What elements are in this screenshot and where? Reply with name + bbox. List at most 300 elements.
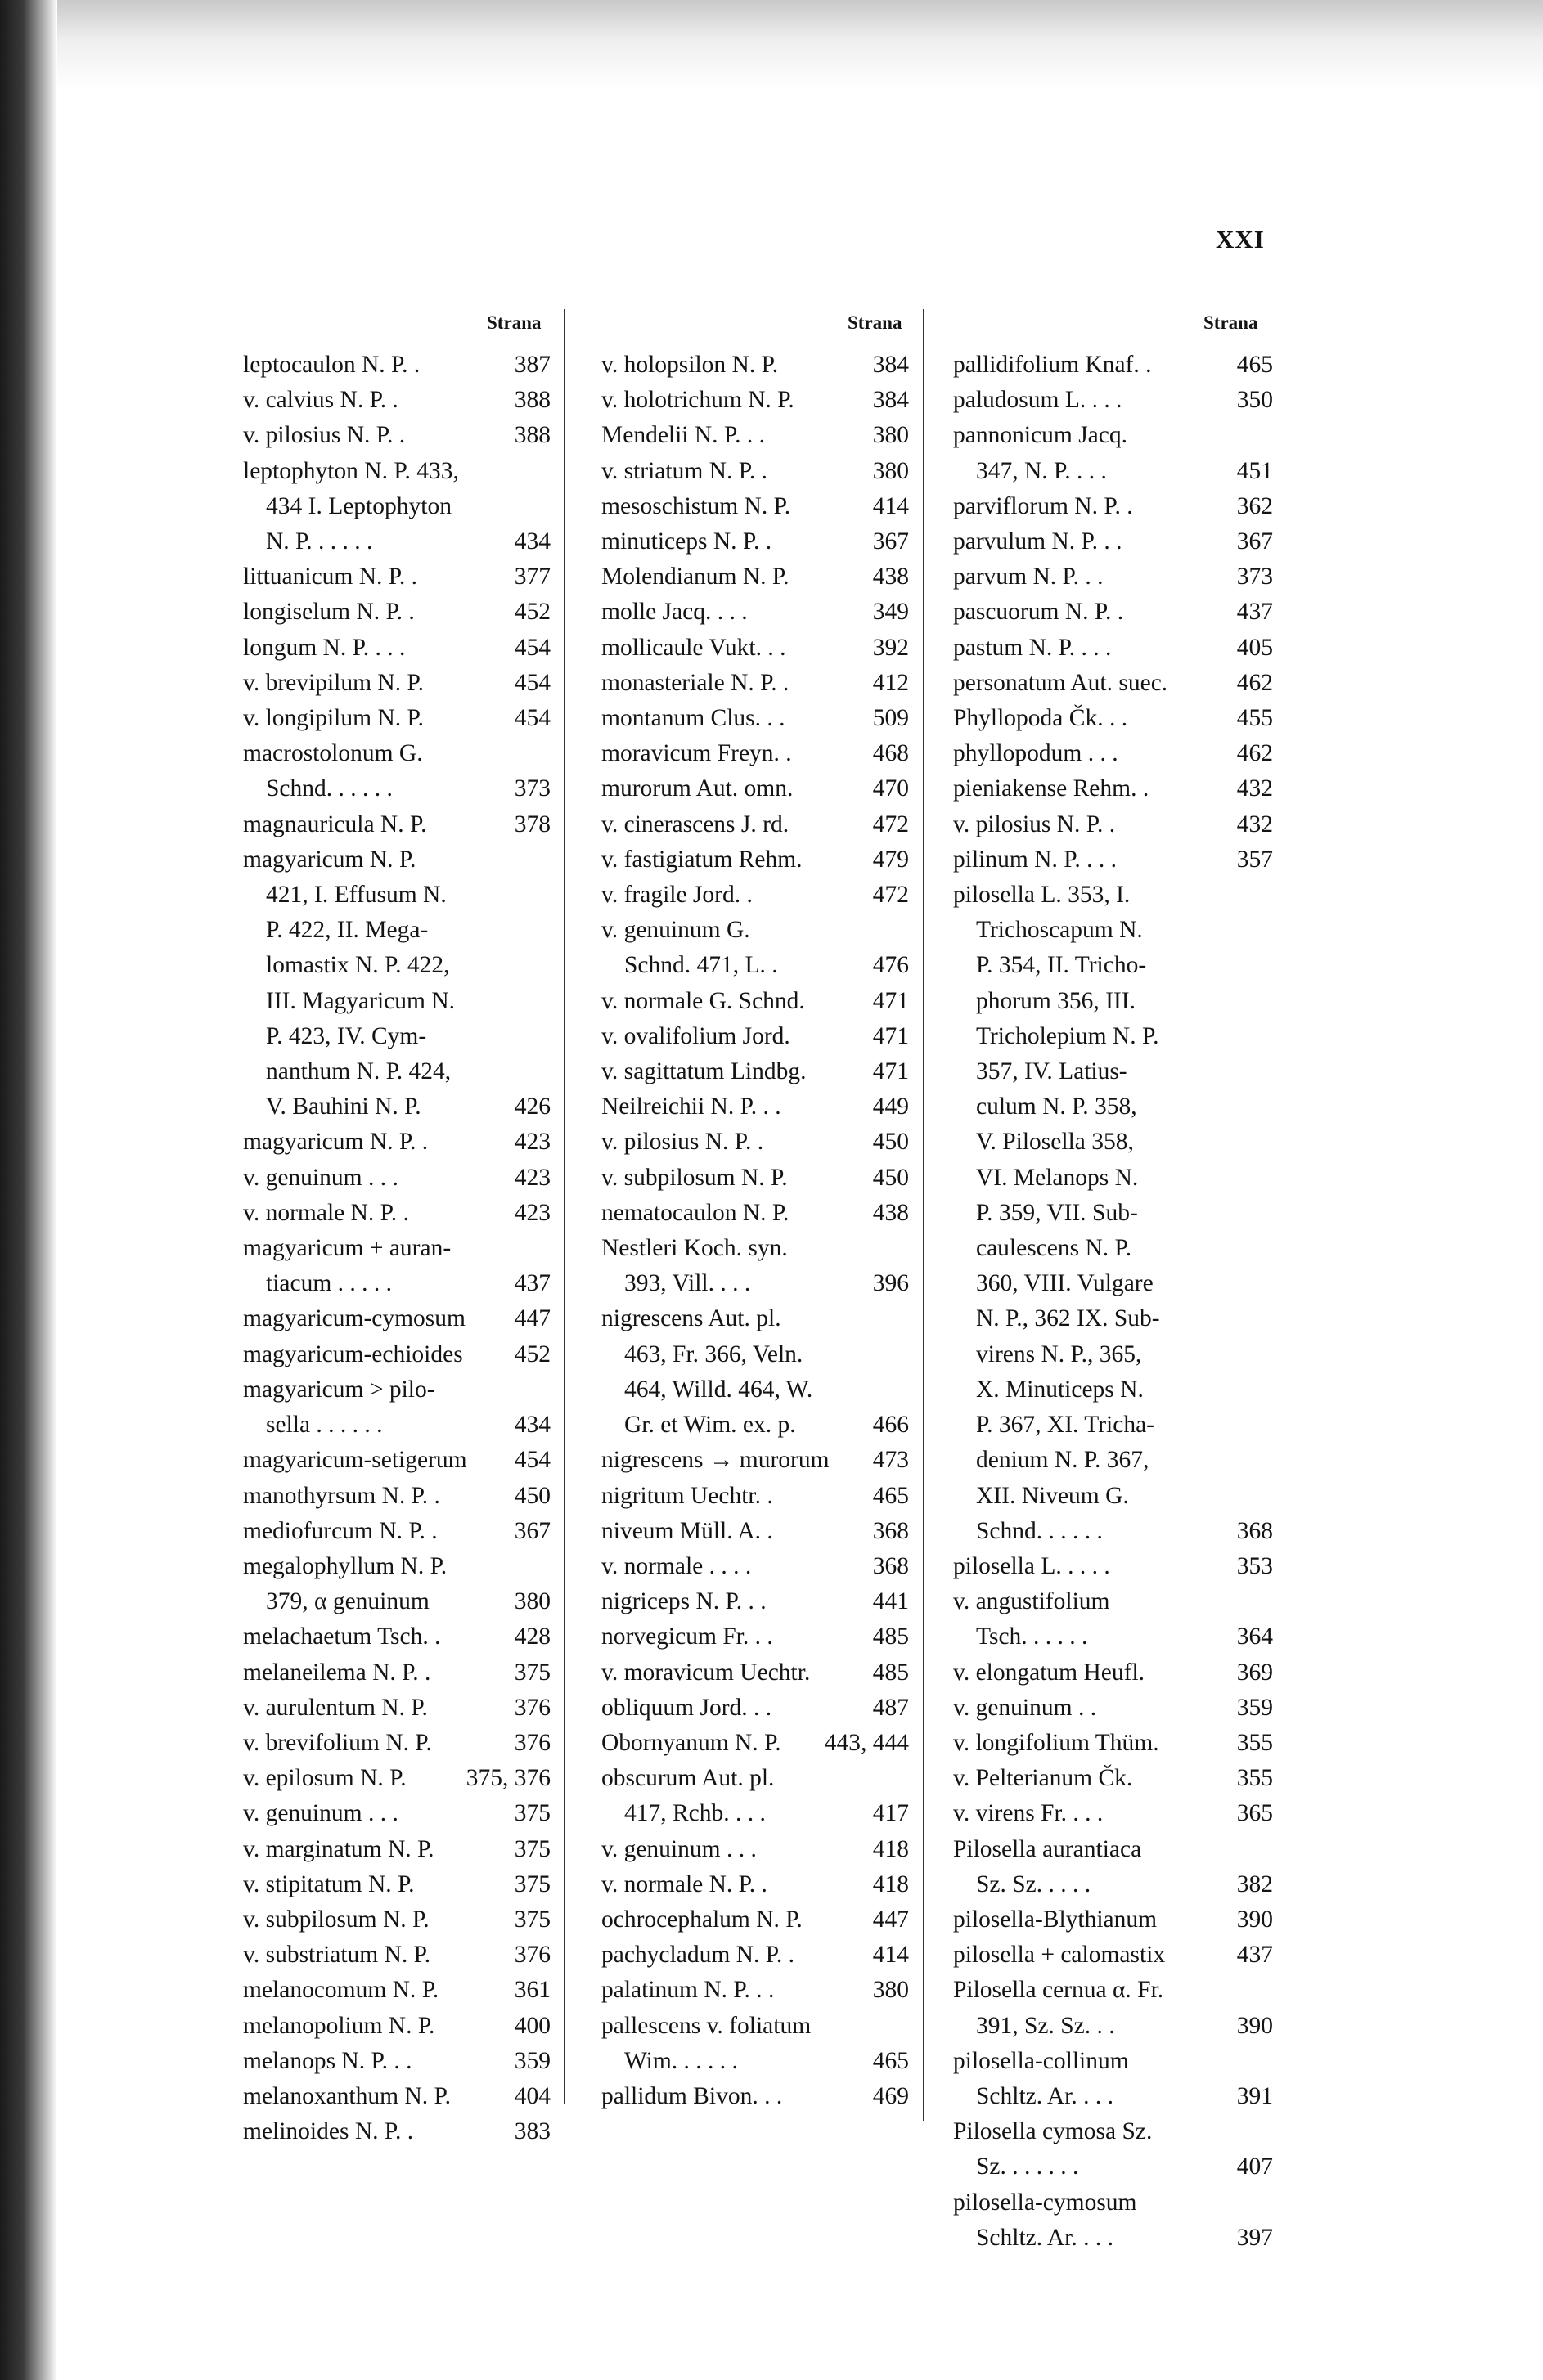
entry-term: nigrescens → murorum [601,1447,830,1474]
entry-term: pieniakense Rehm. . [953,775,1149,802]
index-entry-line [953,1938,1273,1973]
index-column-3 [953,348,1273,2256]
index-entry-line [953,1691,1273,1726]
entry-term: Pilosella aurantiaca [953,1835,1142,1862]
index-entry-line [601,1089,909,1125]
entry-continuation: Gr. et Wim. ex. p. [624,1412,796,1439]
index-entry-line [953,2079,1273,2114]
entry-term: v. fastigiatum Rehm. [601,846,803,873]
entry-page-number: 479 [872,846,909,873]
entry-continuation: tiacum . . . . . [266,1270,393,1297]
entry-continuation: sella . . . . . . [266,1412,383,1439]
entry-continuation: caulescens N. P. [976,1235,1132,1262]
entry-page-number: 368 [872,1552,909,1579]
entry-term: pilosella + calomastix [953,1942,1166,1969]
binding-edge-shadow [0,0,57,2380]
entry-page-number: 367 [872,528,909,555]
entry-term: v. holotrichum N. P. [601,387,794,414]
index-entry-line [953,878,1273,913]
entry-page-number: 437 [1236,1942,1273,1969]
index-entry-line [601,489,909,524]
index-entry-line [953,1054,1273,1089]
entry-page-number: 485 [872,1659,909,1686]
entry-term: melachaetum Tsch. . [243,1623,441,1650]
entry-page-number: 376 [514,1729,551,1756]
entry-term: personatum Aut. suec. [953,669,1168,696]
entry-page-number: 465 [872,2047,909,2074]
entry-term: pilosella-collinum [953,2047,1129,2074]
entry-continuation: III. Magyaricum N. [266,987,456,1014]
entry-term: Pilosella cymosa Sz. [953,2118,1153,2145]
entry-page-number: 462 [1236,669,1273,696]
entry-term: macrostolonum G. [243,740,423,767]
index-entry-line [601,1832,909,1867]
entry-continuation: Schnd. . . . . . [976,1517,1103,1544]
entry-page-number: 390 [1236,1906,1273,1933]
entry-page-number: 407 [1236,2153,1273,2180]
index-entry-line [953,631,1273,666]
entry-term: v. genuinum . . [953,1694,1097,1721]
entry-term: v. subpilosum N. P. [601,1164,788,1191]
index-entry-line [601,1337,909,1372]
column-header-3: Strana [1203,312,1258,333]
entry-term: pallidum Bivon. . . [601,2082,783,2109]
entry-term: v. sagittatum Lindbg. [601,1058,807,1085]
index-entry-line [243,524,551,559]
entry-page-number: 487 [872,1694,909,1721]
entry-term: norvegicum Fr. . . [601,1623,773,1650]
index-entry-line [243,2044,551,2079]
entry-term: v. epilosum N. P. [243,1765,407,1792]
entry-term: niveum Müll. A. . [601,1517,773,1544]
entry-term: nigriceps N. P. . . [601,1588,767,1615]
entry-page-number: 376 [514,1942,551,1969]
index-entry-line [953,984,1273,1019]
entry-term: pachycladum N. P. . [601,1942,794,1969]
column-header-2: Strana [848,312,902,333]
entry-page-number: 476 [872,952,909,979]
entry-continuation: V. Bauhini N. P. [266,1093,421,1120]
entry-page-number: 485 [872,1623,909,1650]
index-entry-line [953,666,1273,701]
entry-continuation: virens N. P., 365, [976,1340,1142,1367]
entry-continuation: Sz. Sz. . . . . [976,1870,1091,1897]
index-entry-line [601,1796,909,1831]
entry-page-number: 469 [872,2082,909,2109]
entry-continuation: P. 354, II. Tricho- [976,952,1147,979]
index-entry-line [601,1408,909,1443]
entry-term: melanoxanthum N. P. [243,2082,452,2109]
entry-term: v. striatum N. P. . [601,457,767,484]
index-entry-line [953,1089,1273,1125]
column-rule-1 [564,309,565,2104]
entry-continuation: X. Minuticeps N. [976,1376,1144,1403]
index-entry-line [601,1902,909,1938]
entry-term: v. longifolium Thüm. [953,1729,1159,1756]
entry-page-number: 412 [872,669,909,696]
entry-page-number: 380 [872,422,909,449]
entry-term: v. genuinum . . . [601,1835,757,1862]
index-entry-line [243,631,551,666]
index-entry-line [243,736,551,771]
entry-page-number: 390 [1236,2012,1273,2039]
entry-page-number: 437 [1236,599,1273,626]
entry-term: v. Pelterianum Čk. [953,1765,1133,1792]
entry-continuation: Tricholepium N. P. [976,1022,1159,1049]
entry-page-number: 404 [514,2082,551,2109]
entry-term: v. genuinum G. [601,917,750,944]
entry-page-number: 438 [872,1199,909,1226]
index-entry-line [953,559,1273,595]
entry-page-number: 423 [514,1164,551,1191]
entry-term: pascuorum N. P. . [953,599,1124,626]
index-entry-line [953,1726,1273,1761]
entry-term: paludosum L. . . . [953,387,1122,414]
entry-continuation: lomastix N. P. 422, [266,952,450,979]
entry-term: v. longipilum N. P. [243,705,425,732]
index-entry-line [243,948,551,983]
index-entry-line [243,1761,551,1796]
index-entry-line [243,1938,551,1973]
index-entry-line [601,2009,909,2044]
entry-page-number: 450 [872,1129,909,1156]
index-entry-line [601,1054,909,1089]
entry-page-number: 443, 444 [824,1729,909,1756]
entry-page-number: 471 [872,1022,909,1049]
entry-page-number: 471 [872,987,909,1014]
index-entry-line [953,1125,1273,1160]
index-entry-line [601,666,909,701]
entry-page-number: 383 [514,2118,551,2145]
entry-page-number: 418 [872,1870,909,1897]
entry-term: obscurum Aut. pl. [601,1765,775,1792]
index-entry-line [243,1655,551,1691]
entry-term: pastum N. P. . . . [953,634,1112,661]
index-entry-line [601,418,909,453]
entry-page-number: 380 [872,1977,909,2004]
index-entry-line [953,1549,1273,1584]
entry-page-number: 368 [1236,1517,1273,1544]
index-entry-line [243,1514,551,1549]
index-entry-line [601,1655,909,1691]
entry-term: Obornyanum N. P. [601,1729,781,1756]
entry-term: magyaricum N. P. [243,846,416,873]
index-entry-line [953,701,1273,736]
index-entry-line [243,842,551,878]
index-entry-line [243,807,551,842]
index-entry-line [953,454,1273,489]
index-entry-line [601,1584,909,1619]
entry-term: ochrocephalum N. P. [601,1906,803,1933]
entry-continuation: 463, Fr. 366, Veln. [624,1340,803,1367]
entry-term: v. ovalifolium Jord. [601,1022,790,1049]
entry-page-number: 465 [872,1482,909,1509]
entry-page-number: 376 [514,1694,551,1721]
index-entry-line [601,1619,909,1655]
entry-term: leptophyton N. P. 433, [243,457,459,484]
index-entry-line [243,489,551,524]
entry-page-number: 375 [514,1870,551,1897]
entry-continuation: Schnd. . . . . . [266,775,393,802]
index-entry-line [601,631,909,666]
index-entry-line [601,1019,909,1054]
index-entry-line [243,1266,551,1301]
entry-page-number: 355 [1236,1765,1273,1792]
index-entry-line [243,1619,551,1655]
entry-term: Phyllopoda Čk. . . [953,705,1128,732]
entry-term: moravicum Freyn. . [601,740,792,767]
index-entry-line [243,383,551,418]
entry-page-number: 375 [514,1906,551,1933]
index-entry-line [953,2114,1273,2149]
entry-term: v. normale N. P. . [601,1870,767,1897]
index-entry-line [601,1301,909,1336]
index-entry-line [953,771,1273,806]
entry-term: pilosella-Blythianum [953,1906,1158,1933]
index-entry-line [601,454,909,489]
index-entry-line [243,1337,551,1372]
index-entry-line [953,1655,1273,1691]
entry-term: mediofurcum N. P. . [243,1517,438,1544]
entry-page-number: 462 [1236,740,1273,767]
entry-term: v. moravicum Uechtr. [601,1659,811,1686]
entry-page-number: 454 [514,634,551,661]
entry-term: nigrescens Aut. pl. [601,1305,781,1332]
index-entry-line [601,1867,909,1902]
index-entry-line [601,701,909,736]
index-entry-line [953,1867,1273,1902]
index-entry-line [953,1514,1273,1549]
index-entry-line [953,1196,1273,1231]
entry-term: v. brevipilum N. P. [243,669,424,696]
entry-page-number: 451 [1236,457,1273,484]
entry-continuation: phorum 356, III. [976,987,1136,1014]
index-entry-line [243,1019,551,1054]
entry-page-number: 378 [514,811,551,837]
index-entry-line [243,1902,551,1938]
entry-page-number: 388 [514,422,551,449]
entry-continuation: nanthum N. P. 424, [266,1058,452,1085]
entry-page-number: 470 [872,775,909,802]
entry-term: v. calvius N. P. . [243,387,398,414]
index-entry-line [243,984,551,1019]
index-entry-line [243,2079,551,2114]
entry-page-number: 466 [872,1412,909,1439]
index-entry-line [601,842,909,878]
index-entry-line [243,1796,551,1831]
entry-page-number: 417 [872,1800,909,1827]
column-rule-2 [923,309,924,2121]
entry-term: v. angustifolium [953,1588,1110,1615]
index-entry-line [243,666,551,701]
entry-term: melanops N. P. . . [243,2047,412,2074]
entry-page-number: 368 [872,1517,909,1544]
entry-term: pilinum N. P. . . . [953,846,1117,873]
index-entry-line [243,771,551,806]
index-entry-line [601,1691,909,1726]
entry-term: molle Jacq. . . . [601,599,748,626]
entry-term: pannonicum Jacq. [953,422,1127,449]
entry-page-number: 472 [872,882,909,909]
index-entry-line [953,1761,1273,1796]
index-entry-line [243,1161,551,1196]
page-number: XXI [1216,225,1265,254]
entry-term: v. normale G. Schnd. [601,987,805,1014]
entry-page-number: 434 [514,1412,551,1439]
index-entry-line [953,1443,1273,1478]
entry-term: nematocaulon N. P. [601,1199,789,1226]
entry-continuation: Trichoscapum N. [976,917,1143,944]
entry-term: pallidifolium Knaf. . [953,352,1152,378]
entry-term: longum N. P. . . . [243,634,406,661]
index-entry-line [953,1372,1273,1408]
entry-term: v. marginatum N. P. [243,1835,434,1862]
index-entry-line [953,948,1273,983]
index-entry-line [953,1832,1273,1867]
index-entry-line [601,1125,909,1160]
index-entry-line [243,1691,551,1726]
entry-term: v. pilosius N. P. . [953,811,1116,837]
entry-page-number: 355 [1236,1729,1273,1756]
entry-page-number: 447 [514,1305,551,1332]
entry-term: Neilreichii N. P. . . [601,1093,781,1120]
entry-page-number: 388 [514,387,551,414]
index-column-1 [243,348,551,2149]
index-entry-line [601,878,909,913]
entry-term: longiselum N. P. . [243,599,415,626]
index-entry-line [601,771,909,806]
entry-continuation: culum N. P. 358, [976,1093,1137,1120]
entry-term: Molendianum N. P. [601,564,789,591]
index-entry-line [243,1125,551,1160]
entry-page-number: 450 [514,1482,551,1509]
entry-term: v. fragile Jord. . [601,882,753,909]
entry-page-number: 450 [872,1164,909,1191]
entry-continuation: Wim. . . . . . [624,2047,738,2074]
scan-top-shadow [57,0,1543,90]
entry-page-number: 432 [1236,775,1273,802]
index-entry-line [601,736,909,771]
entry-term: murorum Aut. omn. [601,775,794,802]
index-entry-line [953,1619,1273,1655]
index-entry-line [601,1196,909,1231]
entry-term: parvulum N. P. . . [953,528,1122,555]
index-entry-line [953,1301,1273,1336]
entry-term: v. normale . . . . [601,1552,752,1579]
entry-page-number: 423 [514,1199,551,1226]
entry-term: monasteriale N. P. . [601,669,789,696]
entry-term: phyllopodum . . . [953,740,1118,767]
entry-continuation: 360, VIII. Vulgare [976,1270,1154,1297]
index-entry-line [953,489,1273,524]
entry-term: littuanicum N. P. . [243,564,418,591]
index-entry-line [243,1054,551,1089]
index-entry-line [953,348,1273,383]
entry-term: v. subpilosum N. P. [243,1906,430,1933]
index-entry-line [243,1973,551,2008]
index-entry-line [953,2009,1273,2044]
index-entry-line [243,1231,551,1266]
entry-page-number: 380 [872,457,909,484]
index-entry-line [601,1973,909,2008]
index-entry-line [243,1196,551,1231]
entry-continuation: denium N. P. 367, [976,1447,1149,1474]
entry-page-number: 375 [514,1800,551,1827]
entry-page-number: 473 [872,1447,909,1474]
index-entry-line [601,383,909,418]
index-entry-line [243,559,551,595]
entry-term: v. stipitatum N. P. [243,1870,415,1897]
index-entry-line [953,842,1273,878]
entry-continuation: P. 367, XI. Tricha- [976,1412,1154,1439]
entry-continuation: 357, IV. Latius- [976,1058,1127,1085]
entry-page-number: 434 [514,528,551,555]
entry-page-number: 405 [1236,634,1273,661]
entry-continuation: 347, N. P. . . . [976,457,1107,484]
entry-page-number: 367 [1236,528,1273,555]
entry-page-number: 447 [872,1906,909,1933]
entry-continuation: Sz. . . . . . . [976,2153,1079,2180]
entry-continuation: VI. Melanops N. [976,1164,1139,1191]
entry-page-number: 384 [872,387,909,414]
index-entry-line [953,1902,1273,1938]
entry-page-number: 418 [872,1835,909,1862]
entry-continuation: 393, Vill. . . . [624,1270,751,1297]
entry-term: minuticeps N. P. . [601,528,772,555]
entry-page-number: 392 [872,634,909,661]
entry-page-number: 449 [872,1093,909,1120]
entry-page-number: 369 [1236,1659,1273,1686]
index-entry-line [243,701,551,736]
entry-continuation: 391, Sz. Sz. . . [976,2012,1115,2039]
entry-continuation: Schnd. 471, L. . [624,952,778,979]
entry-term: v. brevifolium N. P. [243,1729,432,1756]
entry-page-number: 353 [1236,1552,1273,1579]
entry-page-number: 357 [1236,846,1273,873]
index-entry-line [243,1443,551,1478]
index-entry-line [243,1479,551,1514]
entry-term: melaneilema N. P. . [243,1659,431,1686]
index-entry-line [601,948,909,983]
entry-term: mollicaule Vukt. . . [601,634,786,661]
entry-term: pilosella L. . . . . [953,1552,1110,1579]
entry-page-number: 373 [514,775,551,802]
index-entry-line [953,913,1273,948]
entry-continuation: 434 I. Leptophyton [266,492,452,519]
entry-continuation: XII. Niveum G. [976,1482,1129,1509]
index-entry-line [953,2044,1273,2079]
entry-page-number: 438 [872,564,909,591]
entry-term: melinoides N. P. . [243,2118,414,2145]
index-entry-line [953,2185,1273,2221]
index-entry-line [953,1337,1273,1372]
entry-term: pilosella-cymosum [953,2189,1137,2216]
entry-page-number: 391 [1236,2082,1273,2109]
index-entry-line [953,1161,1273,1196]
entry-page-number: 396 [872,1270,909,1297]
index-entry-line [243,595,551,630]
entry-continuation: Tsch. . . . . . [976,1623,1088,1650]
entry-term: pallescens v. foliatum [601,2012,812,2039]
entry-page-number: 472 [872,811,909,837]
entry-continuation: 421, I. Effusum N. [266,882,447,909]
entry-page-number: 387 [514,352,551,378]
entry-page-number: 426 [514,1093,551,1120]
index-entry-line [953,1266,1273,1301]
entry-page-number: 423 [514,1129,551,1156]
entry-page-number: 471 [872,1058,909,1085]
index-entry-line [953,2149,1273,2185]
